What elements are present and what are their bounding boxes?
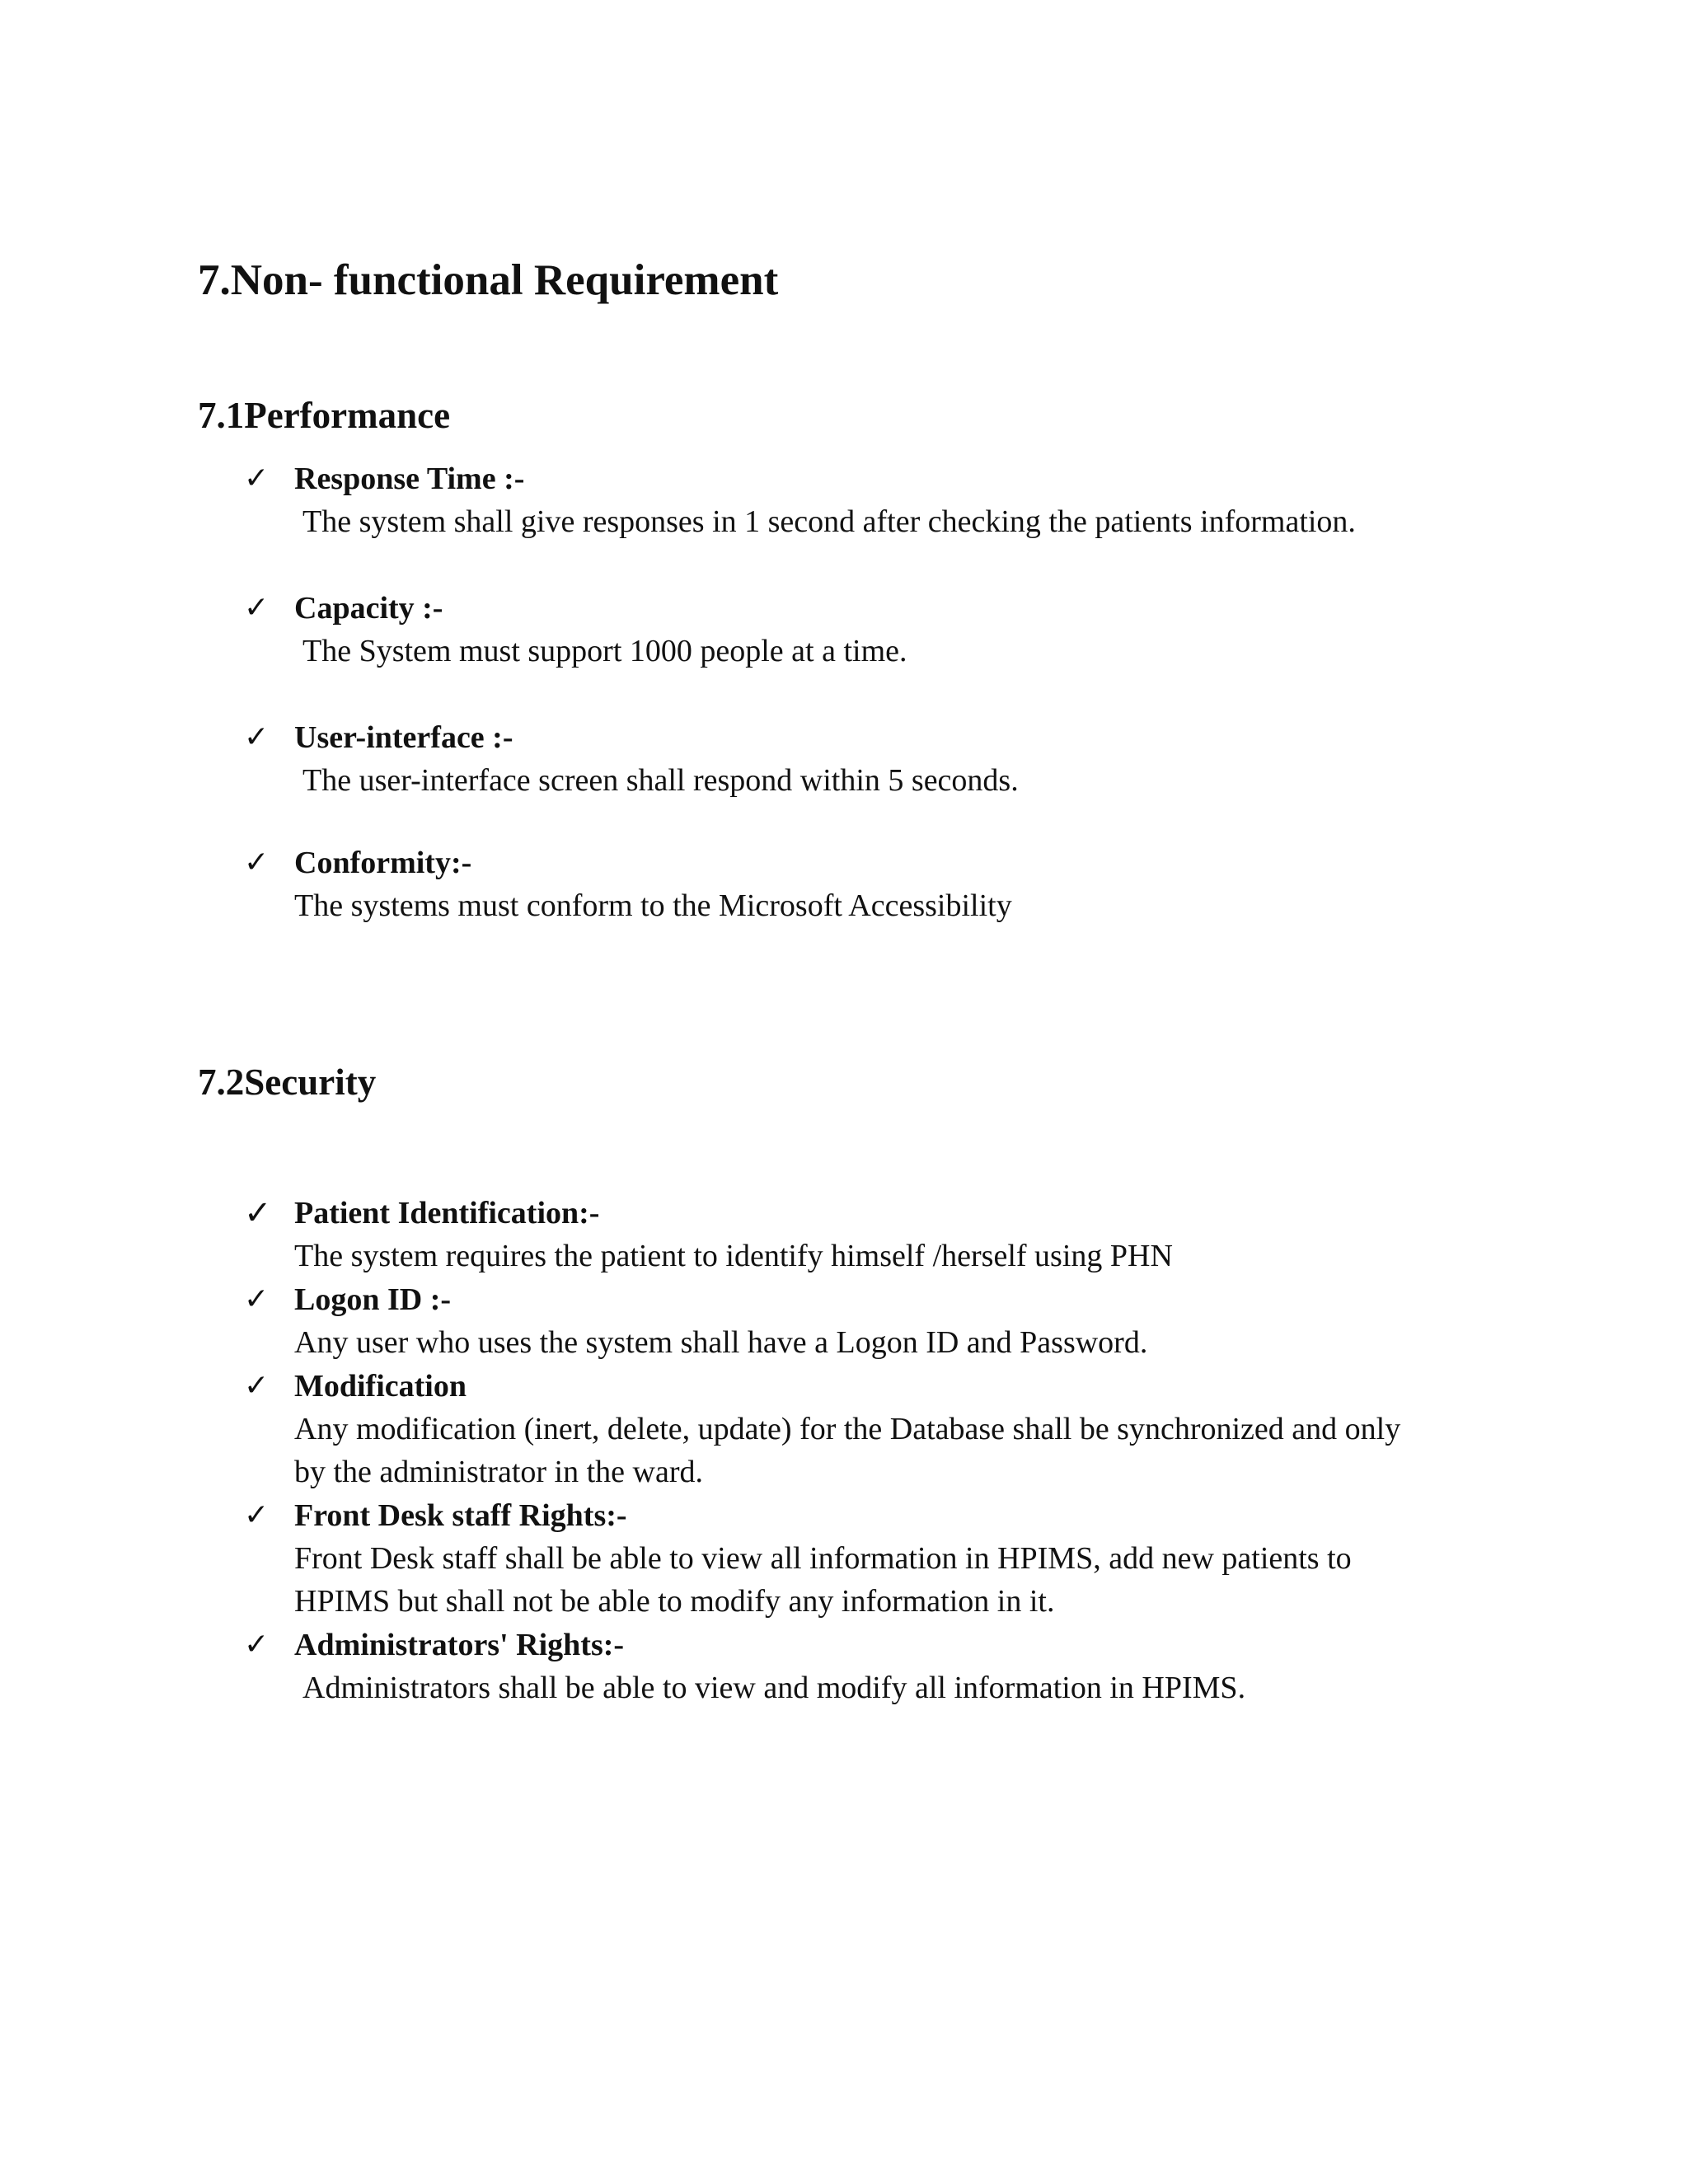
- section-title: 7.Non- functional Requirement: [198, 256, 779, 304]
- performance-item-text: The systems must conform to the Microsoft Accessibility: [294, 888, 1012, 923]
- check-icon: ✓: [244, 462, 270, 495]
- performance-item-label: Capacity :-: [294, 591, 443, 626]
- security-item-label: Administrators' Rights:-: [294, 1628, 625, 1662]
- security-item-text: Any modification (inert, delete, update) for the Database shall be synchronized and only: [294, 1412, 1401, 1446]
- security-item-text: Any user who uses the system shall have a Logon ID and Password.: [294, 1325, 1148, 1360]
- security-item-text: by the administrator in the ward.: [294, 1455, 703, 1489]
- security-item-label: Logon ID :-: [294, 1282, 452, 1317]
- security-item-text: The system requires the patient to identify himself /herself using PHN: [294, 1239, 1173, 1273]
- check-icon: ✓: [244, 846, 270, 879]
- security-item-text: HPIMS but shall not be able to modify any information in it.: [294, 1584, 1055, 1619]
- security-heading: 7.2Security: [198, 1062, 377, 1103]
- performance-item-text: The user-interface screen shall respond within 5 seconds.: [302, 763, 1019, 798]
- check-icon: ✓: [244, 591, 270, 625]
- security-item-label: Front Desk staff Rights:-: [294, 1498, 627, 1533]
- check-icon: ✓: [244, 1282, 270, 1316]
- performance-heading: 7.1Performance: [198, 395, 451, 436]
- performance-item-label: Conformity:-: [294, 846, 472, 880]
- security-item-label: Modification: [294, 1369, 467, 1404]
- performance-item-text: The System must support 1000 people at a time.: [302, 634, 907, 668]
- check-icon: ✓: [244, 1498, 270, 1532]
- security-item-text: Administrators shall be able to view and modify all information in HPIMS.: [302, 1671, 1246, 1705]
- security-item-text: Front Desk staff shall be able to view all information in HPIMS, add new patients to: [294, 1541, 1352, 1576]
- security-item-label: Patient Identification:-: [294, 1196, 600, 1230]
- check-icon: ✓: [244, 720, 270, 754]
- check-icon: ✓: [244, 1369, 270, 1403]
- performance-item-label: User-interface :-: [294, 720, 513, 755]
- performance-item-label: Response Time :-: [294, 462, 525, 496]
- performance-item-text: The system shall give responses in 1 second after checking the patients information.: [302, 504, 1356, 539]
- check-icon: ✓: [244, 1628, 270, 1661]
- check-icon: ✓: [244, 1194, 272, 1232]
